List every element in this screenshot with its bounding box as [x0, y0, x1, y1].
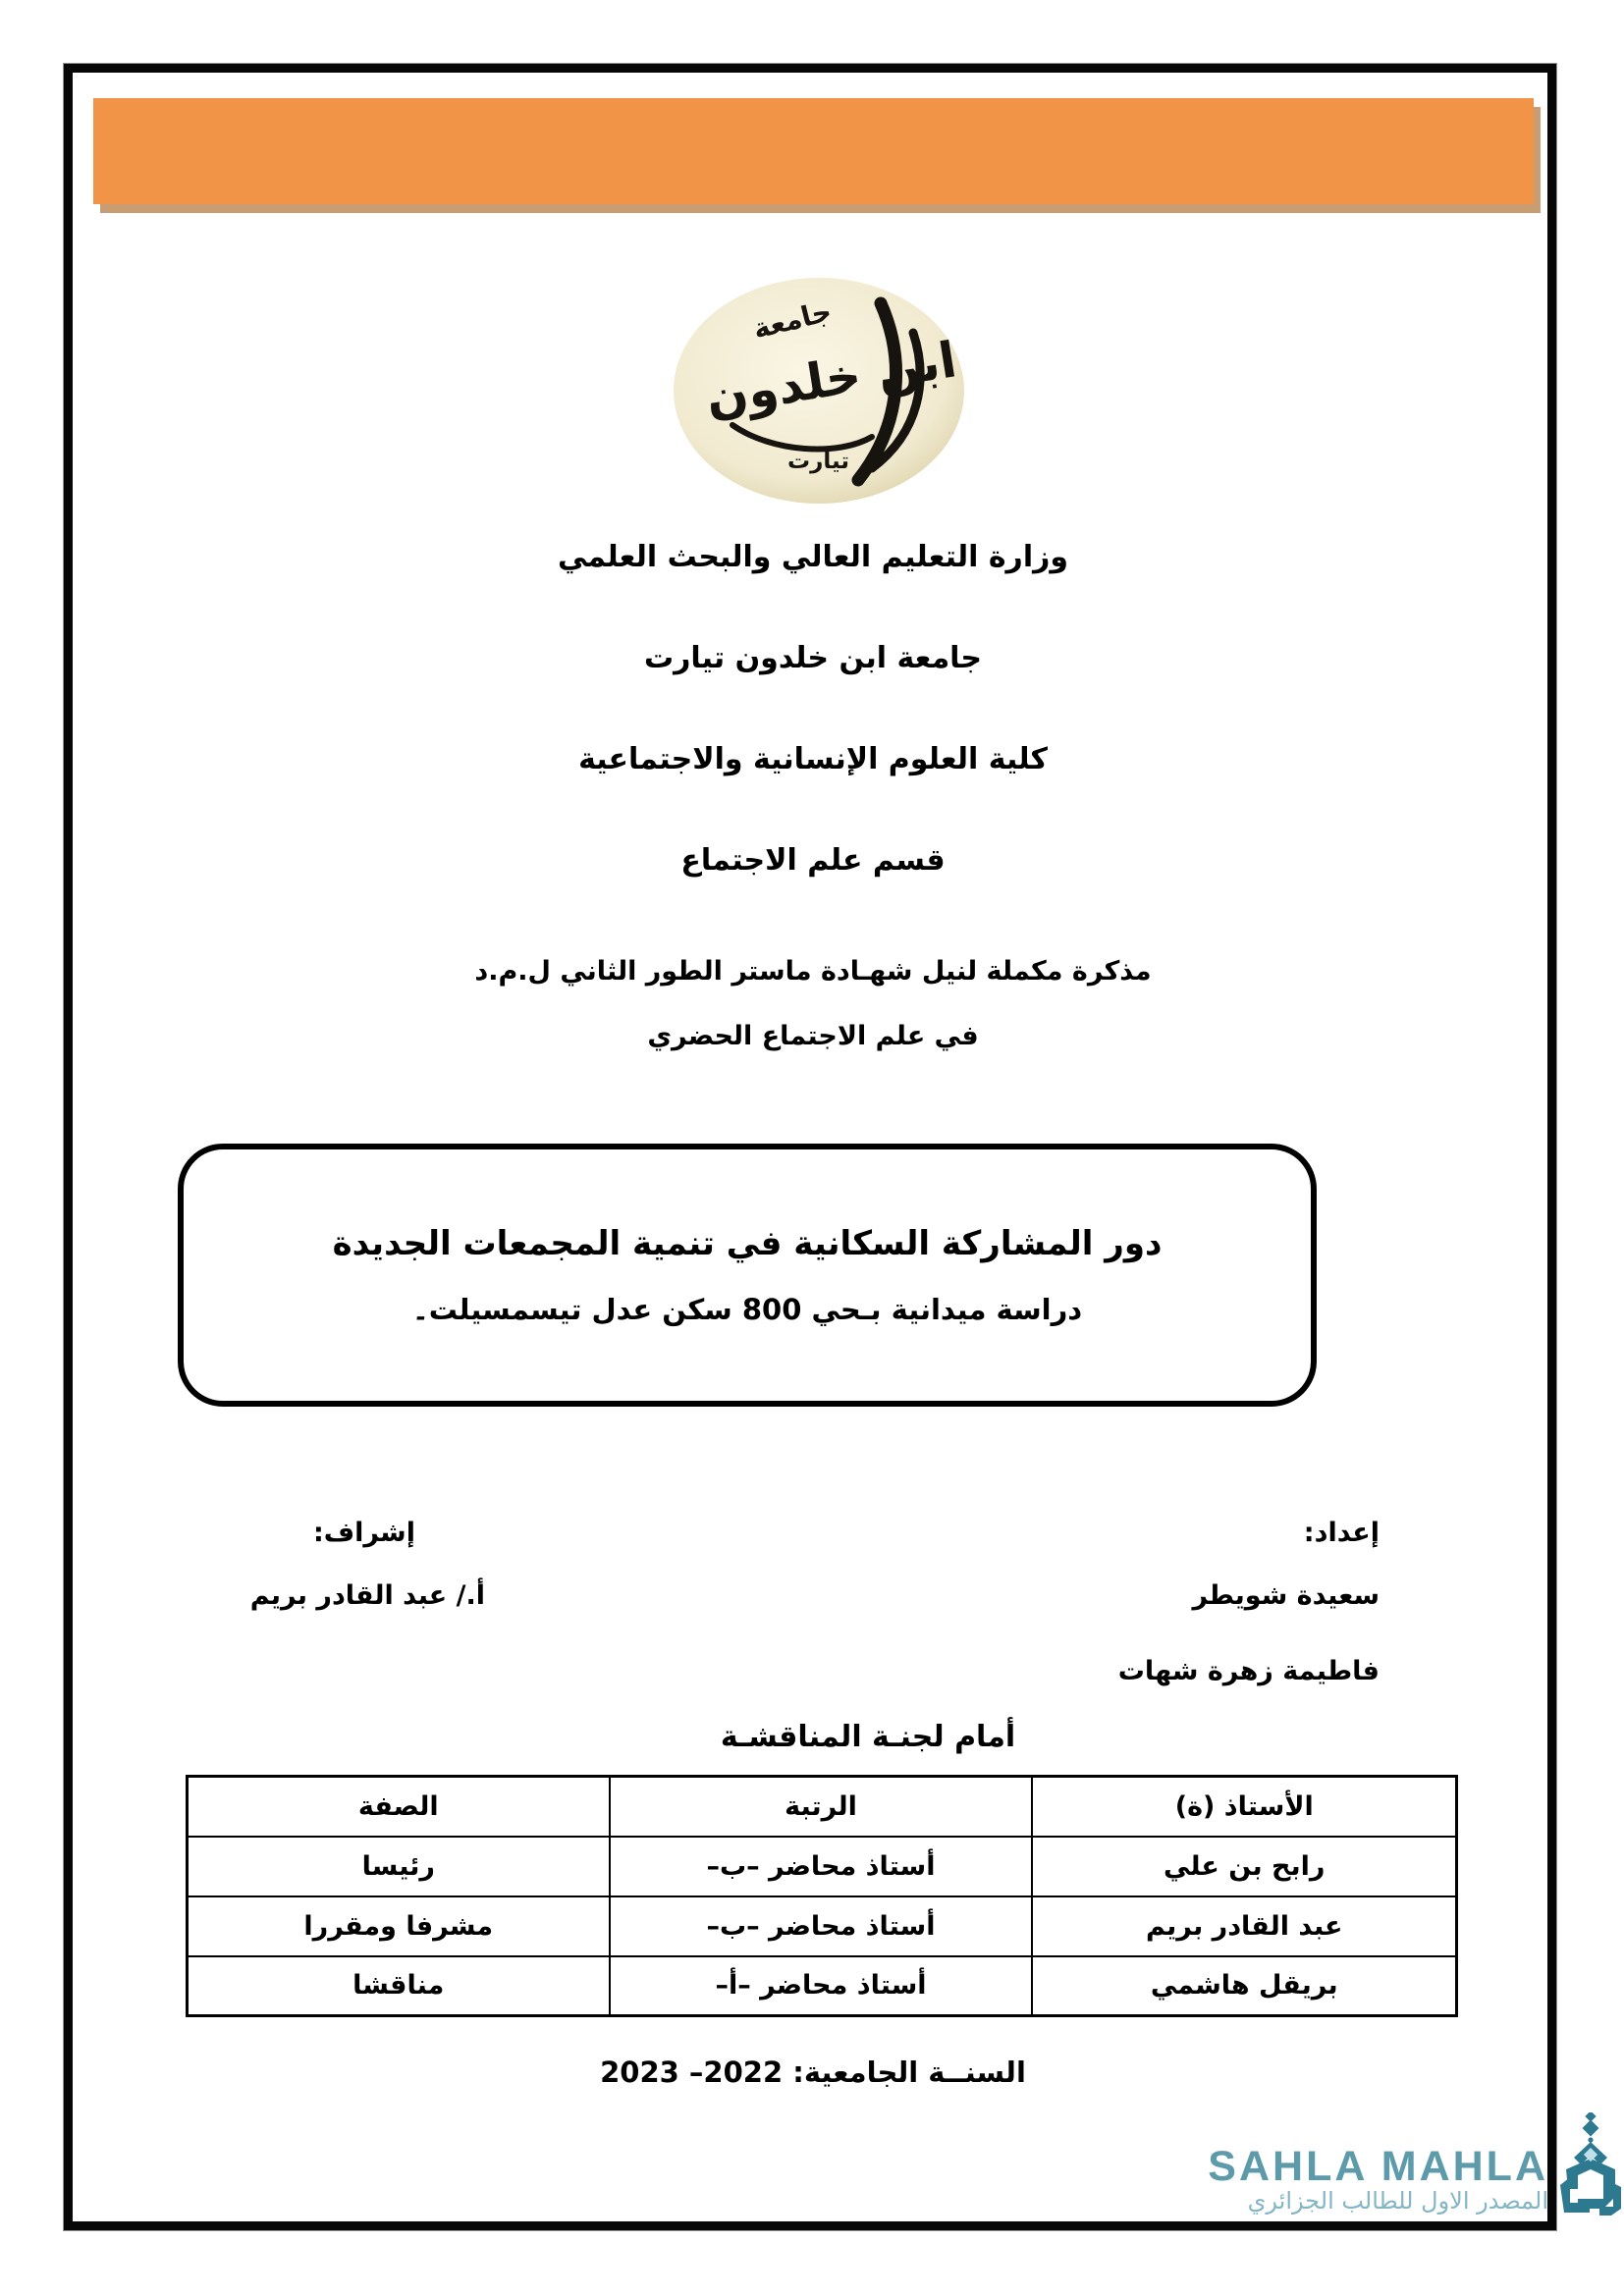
faculty-line: كلية العلوم الإنسانية والاجتماعية: [578, 742, 1048, 776]
role-cell: مناقشا: [188, 1956, 610, 2016]
rank-cell: أستاذ محاضر –ب–: [610, 1896, 1033, 1956]
academic-year-line: السنــة الجامعية: 2022– 2023: [600, 2056, 1026, 2089]
logo-word-main: ابن خلدون: [701, 331, 961, 427]
memo-type-line: مذكرة مكملة لنيل شهـادة ماستر الطور الثاني ل.م.د: [474, 956, 1152, 987]
column-header-role: الصفة: [188, 1777, 610, 1837]
professor-cell: عبد القادر بريم: [1032, 1896, 1456, 1956]
student-name: سعيدة شويطر: [1192, 1580, 1380, 1611]
university-logo-icon: [672, 276, 966, 506]
committee-heading: أمام لجنـة المناقشـة: [720, 1720, 1016, 1754]
column-header-professor: الأستاذ (ة): [1032, 1777, 1456, 1837]
rank-cell: أستاذ محاضر –أ–: [610, 1956, 1033, 2016]
watermark-brand-text: SAHLA MAHLA: [1208, 2143, 1548, 2190]
committee-table: [186, 1775, 1458, 2017]
sahla-mahla-logo-icon: [1556, 2112, 1624, 2216]
role-cell: رئيسا: [188, 1837, 610, 1896]
table-row: [188, 1896, 1457, 1956]
memo-field-line: في علم الاجتماع الحضري: [647, 1021, 979, 1051]
supervision-label: إشراف:: [312, 1518, 415, 1548]
table-row: [188, 1956, 1457, 2016]
watermark-tagline-text: المصدر الاول للطالب الجزائري: [1247, 2187, 1548, 2215]
professor-cell: بريقل هاشمي: [1032, 1956, 1456, 2016]
logo-word-bottom: تيارت: [787, 449, 850, 474]
supervisor-name: أ./ عبد القادر بريم: [249, 1580, 485, 1611]
role-cell: مشرفا ومقررا: [188, 1896, 610, 1956]
thesis-title-main: دور المشاركة السكانية في تنمية المجمعات الجديدة: [332, 1224, 1163, 1263]
thesis-title-subtitle: دراسة ميدانية بـحي 800 سكن عدل تيسمسيلت۔: [411, 1293, 1083, 1326]
rank-cell: أستاذ محاضر –ب–: [610, 1837, 1033, 1896]
preparation-label: إعداد:: [1303, 1518, 1380, 1548]
column-header-rank: الرتبة: [610, 1777, 1033, 1837]
student-name: فاطيمة زهرة شهات: [1117, 1656, 1380, 1686]
university-line: جامعة ابن خلدون تيارت: [643, 641, 983, 675]
top-banner: [93, 98, 1534, 204]
thesis-title-box: [178, 1144, 1317, 1407]
table-row: [188, 1837, 1457, 1896]
ministry-line: وزارة التعليم العالي والبحث العلمي: [557, 540, 1069, 574]
department-line: قسم علم الاجتماع: [680, 843, 946, 878]
table-header-row: [188, 1777, 1457, 1837]
logo-word-top: جامعة: [749, 294, 836, 346]
professor-cell: رابح بن علي: [1032, 1837, 1456, 1896]
